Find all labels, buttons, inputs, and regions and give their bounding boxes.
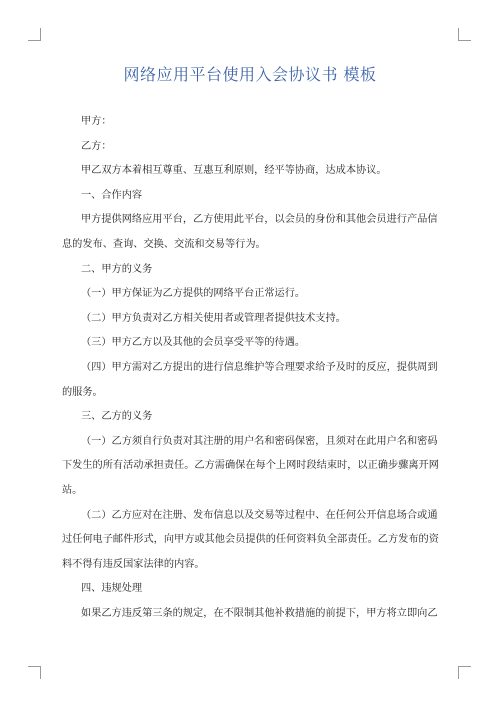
violation-paragraph: 如果乙方违反第三条的规定，在不限制其他补救措施的前提下，甲方将立即向乙	[81, 607, 438, 619]
section-heading-cooperation: 一、合作内容	[81, 189, 143, 201]
party-a-duty-4: （四）甲方需对乙方提出的进行信息维护等合理要求给予及时的反应，提供周到的服务。	[62, 361, 438, 398]
document-title: 网络应用平台使用入会协议书 模板	[123, 65, 377, 84]
crop-mark-bottom-left	[28, 666, 41, 679]
party-a-duty-3: （三）甲方乙方以及其他的会员享受平等的待遇。	[81, 337, 306, 349]
section-heading-party-a-duties: 二、甲方的义务	[81, 263, 153, 275]
section-heading-party-b-duties: 三、乙方的义务	[81, 411, 153, 423]
preamble-paragraph: 甲乙双方本着相互尊重、互惠互利原则，经平等协商，达成本协议。	[81, 165, 387, 177]
party-a-line: 甲方：	[81, 116, 112, 127]
section-heading-violation: 四、违规处理	[81, 583, 143, 595]
crop-mark-bottom-right	[458, 666, 471, 679]
party-b-line: 乙方：	[81, 140, 112, 152]
party-a-duty-2: （二）甲方负责对乙方相关使用者或管理者提供技术支持。	[81, 312, 346, 324]
crop-mark-top-right	[458, 28, 471, 41]
party-b-duty-1: （一）乙方须自行负责对其注册的用户名和密码保密，且须对在此用户名和密码下发生的所有活动承担责任。乙方需确保在每个上网时段结束时，以正确步骤离开网站。	[62, 435, 439, 496]
document-body	[62, 110, 440, 626]
party-b-duty-2: （二）乙方应对在注册、发布信息以及交易等过程中、在任何公开信息场合或通过任何电子邮件形式，向甲方或其他会员提供的任何资料负全部责任。乙方发布的资料不得有违反国家法律的内容。	[62, 509, 439, 570]
crop-mark-top-left	[28, 28, 41, 41]
party-a-duty-1: （一）甲方保证为乙方提供的网络平台正常运行。	[81, 288, 306, 300]
cooperation-paragraph: 甲方提供网络应用平台，乙方使用此平台，以会员的身份和其他会员进行产品信息的发布、查询、交换、交流和交易等行为。	[62, 214, 438, 250]
